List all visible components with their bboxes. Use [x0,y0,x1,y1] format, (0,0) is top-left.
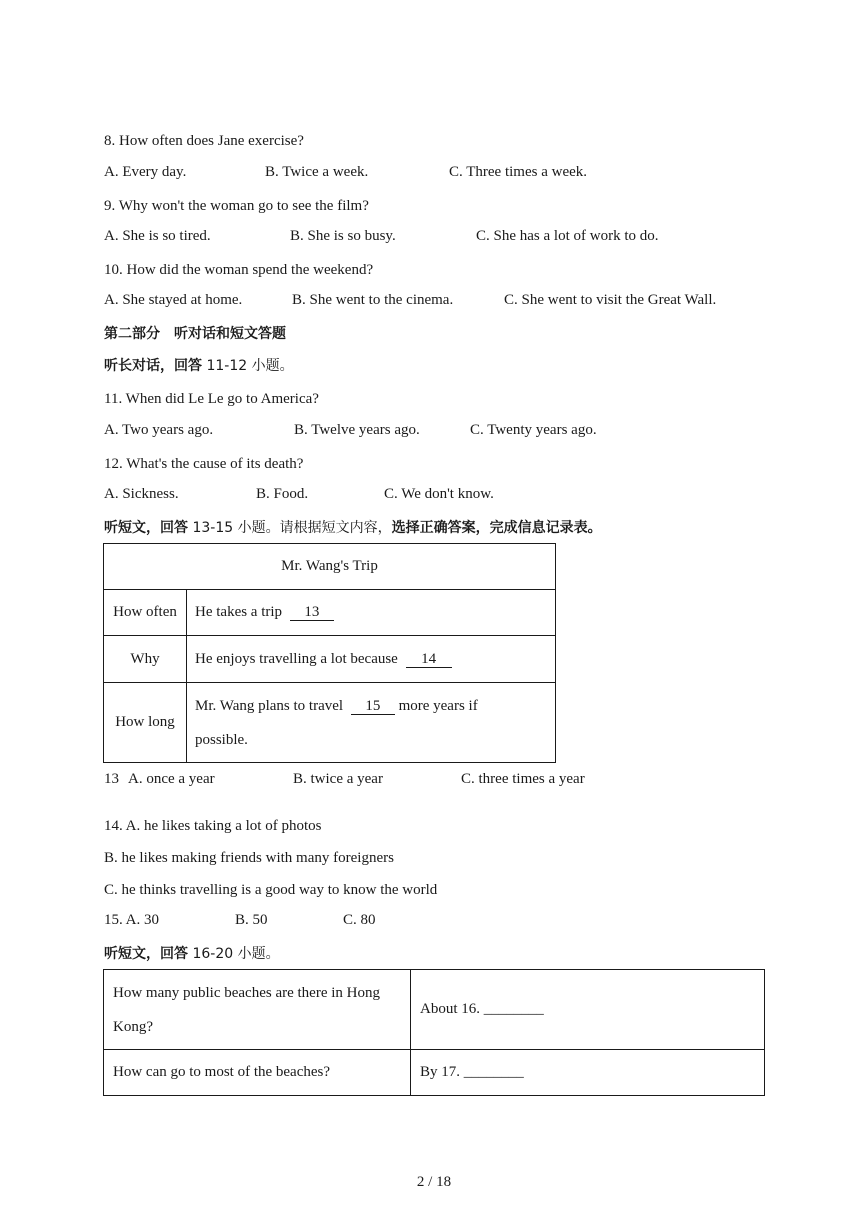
question-cell [104,970,411,1050]
instruction-bold: 听短文，回答 [104,520,188,536]
q11-option-c: C. Twenty years ago. [470,422,597,438]
q12-option-b: B. Food. [256,486,309,502]
answer-cell-17: By 17. ________ [411,1050,765,1096]
q9-question: 9. Why won't the woman go to see the film? [104,198,369,214]
q9-option-c: C. She has a lot of work to do. [476,228,659,244]
row-label: Why [104,636,187,683]
q11-option-b: B. Twelve years ago. [294,422,420,438]
row-content [187,683,556,763]
trip-info-table [103,543,556,763]
instruction-bold-2: 选择正确答案，完成信息记录表。 [391,520,602,536]
blank-15: 15 [351,698,395,715]
q13-number: 13 [104,771,119,787]
row-content [187,636,556,683]
row-text-after: more years if [394,697,478,714]
q12-option-a: A. Sickness. [104,486,179,502]
instruction-11-12 [104,356,294,376]
table-row [104,636,556,683]
q12-question: 12. What's the cause of its death? [104,456,304,472]
q10-question: 10. How did the woman spend the weekend? [104,262,374,278]
page-number: 2 / 18 [416,1174,452,1190]
q8-option-b: B. Twice a week. [265,164,369,180]
q8-question: 8. How often does Jane exercise? [104,133,304,149]
instruction-bold: 听长对话，回答 [104,358,202,374]
instruction-16-20 [104,944,280,964]
instruction-rest: 11-12 小题。 [202,358,294,374]
instruction-mid: 13-15 小题。请根据短文内容， [188,520,392,536]
instruction-bold: 听短文，回答 [104,946,188,962]
table-row [104,590,556,636]
q12-option-c: C. We don't know. [384,486,494,502]
row-content [187,590,556,636]
q9-option-a: A. She is so tired. [104,228,211,244]
q11-question: 11. When did Le Le go to America? [104,391,319,407]
table-row [104,970,765,1050]
instruction-13-15 [104,518,602,538]
q14-question: 14. A. he likes taking a lot of photos [104,818,322,834]
row-text: Mr. Wang plans to travel [195,697,347,714]
question-line1: How many public beaches are there in Hong [113,984,380,1001]
q10-option-a: A. She stayed at home. [104,292,243,308]
table-row [104,1050,765,1096]
blank-14: 14 [406,651,452,668]
q14-option-b: B. he likes making friends with many foreigners [104,850,394,866]
q15-option-a: 15. A. 30 [104,912,160,928]
q10-option-b: B. She went to the cinema. [292,292,454,308]
q15-option-c: C. 80 [343,912,376,928]
q9-option-b: B. She is so busy. [290,228,396,244]
beaches-table [103,969,765,1096]
instruction-rest: 16-20 小题。 [188,946,280,962]
q8-option-a: A. Every day. [104,164,187,180]
q8-option-c: C. Three times a week. [449,164,588,180]
table-title: Mr. Wang's Trip [104,544,556,590]
answer-cell-16: About 16. ________ [411,970,765,1050]
row-label: How often [104,590,187,636]
row-text-line2: possible. [195,731,248,748]
question-cell: How can go to most of the beaches? [104,1050,411,1096]
row-text: He enjoys travelling a lot because [195,650,402,667]
q11-option-a: A. Two years ago. [104,422,214,438]
q13-option-b: B. twice a year [293,771,383,787]
part2-heading: 第二部分 听对话和短文答题 [104,326,286,342]
q13-option-c: C. three times a year [461,771,585,787]
q13-option-a: A. once a year [128,771,215,787]
row-text: He takes a trip [195,604,286,620]
table-row [104,683,556,763]
q15-option-b: B. 50 [235,912,268,928]
q14-option-c: C. he thinks travelling is a good way to know the world [104,882,438,898]
q10-option-c: C. She went to visit the Great Wall. [504,292,717,308]
row-label: How long [104,683,187,763]
question-line2: Kong? [113,1018,153,1035]
blank-13: 13 [290,604,334,621]
